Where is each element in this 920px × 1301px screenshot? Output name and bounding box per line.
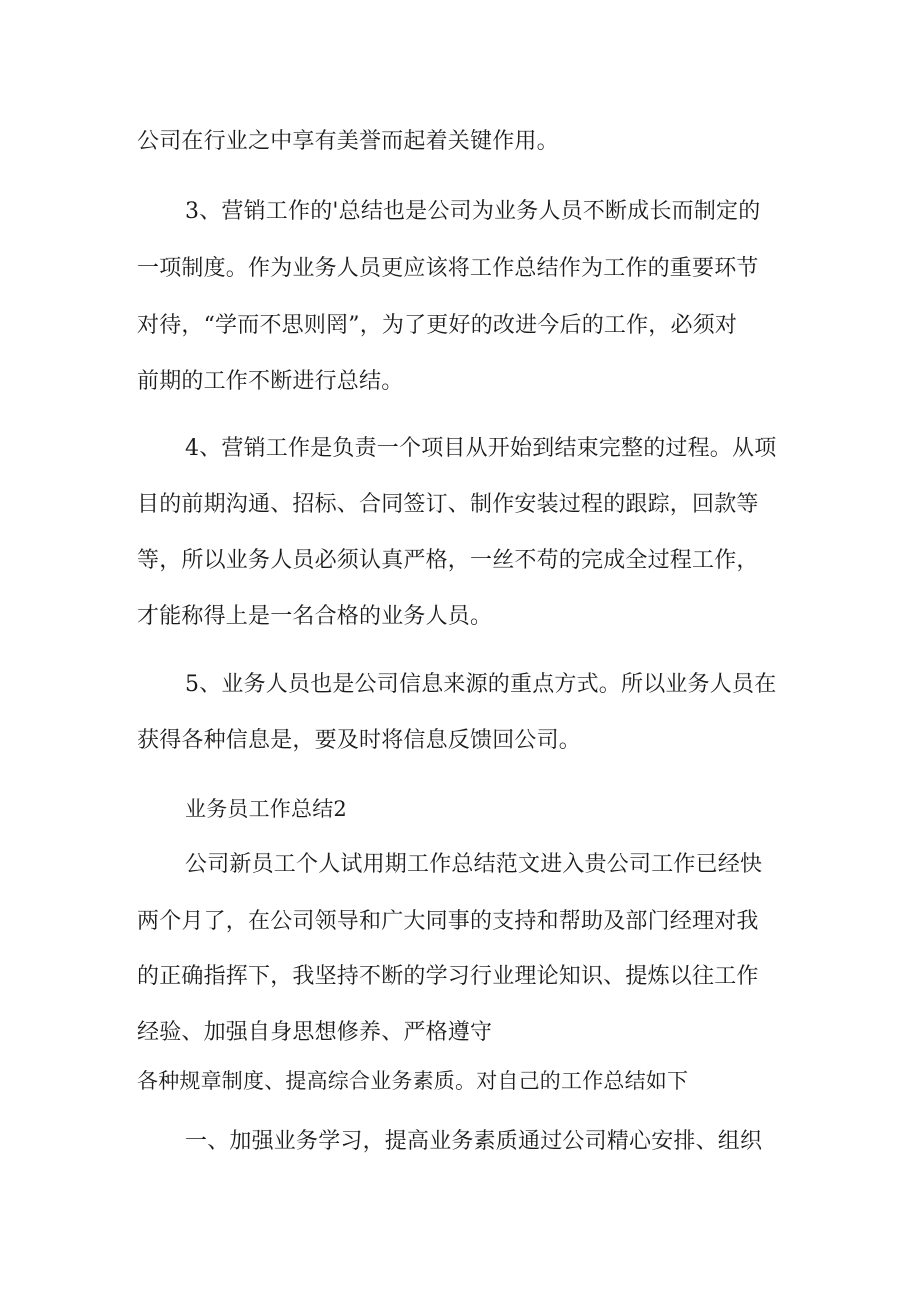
section-heading: 业务员工作总结2: [185, 797, 347, 821]
paragraph-line: 4、营销工作是负责一个项目从开始到结束完整的过程。从项: [185, 436, 777, 461]
paragraph-line: 对待，“学而不思则罔”，为了更好的改进今后的工作，必须对: [137, 313, 738, 338]
paragraph-line: 两个月了，在公司领导和广大同事的支持和帮助及部门经理对我: [137, 909, 759, 934]
paragraph-line: 公司在行业之中享有美誉而起着关键作用。: [137, 129, 559, 154]
paragraph-line: 5、业务人员也是公司信息来源的重点方式。所以业务人员在: [185, 672, 777, 697]
paragraph-line: 公司新员工个人试用期工作总结范文进入贵公司工作已经快: [185, 852, 763, 877]
paragraph-line: 各种规章制度、提高综合业务素质。对自己的工作总结如下: [137, 1069, 689, 1093]
paragraph-line: 等，所以业务人员必须认真严格，一丝不苟的完成全过程工作，: [137, 548, 759, 573]
paragraph-line: 一项制度。作为业务人员更应该将工作总结作为工作的重要环节: [137, 256, 759, 281]
paragraph-line: 一、加强业务学习，提高业务素质通过公司精心安排、组织: [185, 1129, 763, 1154]
paragraph-line: 目的前期沟通、招标、合同签订、制作安装过程的跟踪，回款等: [137, 492, 759, 517]
paragraph-line: 前期的工作不断进行总结。: [137, 369, 404, 394]
paragraph-line: 才能称得上是一名合格的业务人员。: [137, 604, 493, 629]
paragraph-line: 的正确指挥下，我坚持不断的学习行业理论知识、提炼以往工作: [137, 964, 759, 989]
paragraph-line: 3、营销工作的'总结也是公司为业务人员不断成长而制定的: [185, 199, 761, 224]
paragraph-line: 获得各种信息是，要及时将信息反馈回公司。: [137, 728, 582, 753]
paragraph-line: 经验、加强自身思想修养、严格遵守: [137, 1020, 493, 1045]
